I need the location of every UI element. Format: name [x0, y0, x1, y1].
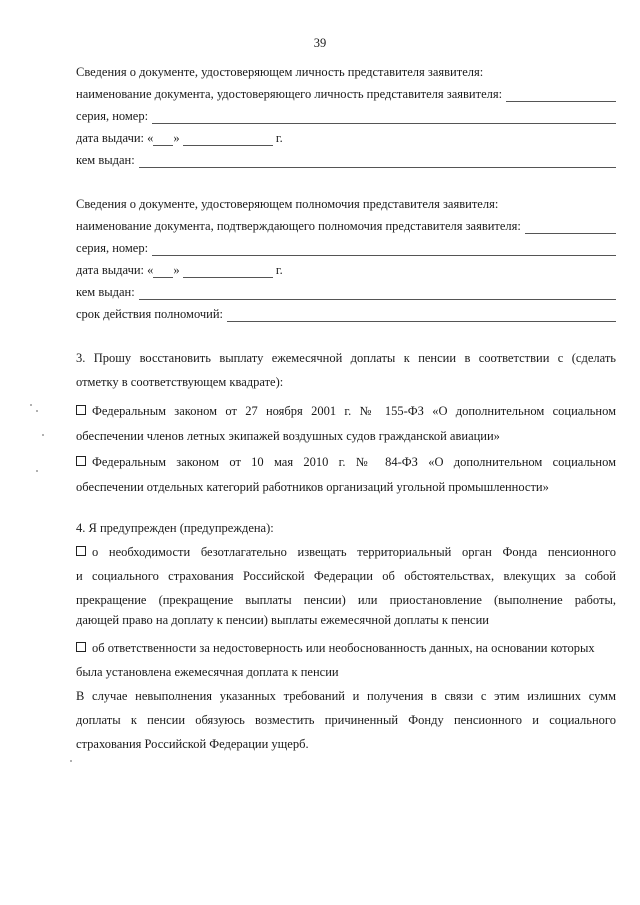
item1-line1: о необходимости безотлагательно извещать территориальный орган Фонда пенсионного — [92, 545, 616, 559]
rep-id-issuer-field[interactable] — [139, 155, 616, 168]
rep-power-issuer-label: кем выдан: — [76, 285, 135, 299]
rep-power-date-suffix: г. — [275, 263, 283, 277]
option-84fz-line1: Федеральным законом от 10 мая 2010 г. № 84-ФЗ «О дополнительном социальном — [92, 455, 616, 469]
closing-line1: В случае невыполнения указанных требований и получения в связи с этим излишних сумм — [76, 689, 616, 703]
rep-id-issuer-label: кем выдан: — [76, 153, 135, 167]
rep-id-date-prefix: дата выдачи: « — [76, 131, 154, 145]
rep-id-series-field[interactable] — [152, 111, 616, 124]
rep-id-date-row — [76, 130, 616, 146]
rep-power-series-row — [76, 240, 616, 256]
rep-power-heading: Сведения о документе, удостоверяющем полномочия представителя заявителя: — [76, 197, 499, 211]
rep-power-name-field[interactable] — [525, 221, 616, 234]
rep-id-series-row — [76, 108, 616, 124]
option-84fz-line2: обеспечении отдельных категорий работников организаций угольной промышленности» — [76, 480, 549, 494]
item1-line4: дающей право на доплату к пенсии) выплаты ежемесячной доплаты к пенсии — [76, 613, 489, 627]
item1-line2: и социального страхования Российской Федерации об обстоятельствах, влекущих за собой — [76, 569, 616, 583]
scan-speck — [36, 410, 38, 412]
option-155fz-line2: обеспечении членов летных экипажей воздушных судов гражданской авиации» — [76, 429, 500, 443]
rep-power-issuer-row — [76, 284, 616, 300]
rep-power-date-row — [76, 262, 616, 278]
section4-item2 — [76, 640, 616, 656]
page-number: 39 — [313, 36, 327, 50]
rep-power-issuer-field[interactable] — [139, 287, 616, 300]
rep-id-name-row — [76, 86, 616, 102]
option-155fz-line1: Федеральным законом от 27 ноября 2001 г. № 155-ФЗ «О дополнительном социальном — [92, 404, 616, 418]
item2-line1: об ответственности за недостоверность или необоснованность данных, на основании которых — [92, 641, 595, 655]
scan-speck — [30, 404, 32, 406]
section4-title: 4. Я предупрежден (предупреждена): — [76, 521, 274, 535]
rep-id-date-mid: » — [173, 131, 180, 145]
rep-id-name-field[interactable] — [506, 89, 616, 102]
checkbox-84fz[interactable] — [76, 456, 86, 466]
closing-line2: доплаты к пенсии обязуюсь возместить причиненный Фонду пенсионного и социального — [76, 713, 616, 727]
section3-line2: отметку в соответствующем квадрате): — [76, 375, 284, 389]
rep-power-name-label: наименование документа, подтверждающего полномочия представителя заявителя: — [76, 219, 521, 233]
rep-id-date-day-field[interactable] — [153, 133, 173, 146]
rep-id-name-label: наименование документа, удостоверяющего личность представителя заявителя: — [76, 87, 503, 101]
checkbox-responsibility[interactable] — [76, 642, 86, 652]
rep-power-series-label: серия, номер: — [76, 241, 149, 255]
item1-line3: прекращение (прекращение выплаты пенсии) или приостановление (выполнение работы, — [76, 593, 616, 607]
rep-power-name-row — [76, 218, 616, 234]
section4-item1 — [76, 544, 616, 560]
rep-power-validity-label: срок действия полномочий: — [76, 307, 224, 321]
rep-power-validity-row — [76, 306, 616, 322]
rep-id-heading: Сведения о документе, удостоверяющем личность представителя заявителя: — [76, 65, 484, 79]
rep-power-date-prefix: дата выдачи: « — [76, 263, 154, 277]
rep-power-series-field[interactable] — [152, 243, 616, 256]
item2-line2: была установлена ежемесячная доплата к пенсии — [76, 665, 339, 679]
rep-power-date-day-field[interactable] — [153, 265, 173, 278]
scan-speck — [70, 760, 72, 762]
rep-power-date-mid: » — [173, 263, 180, 277]
rep-id-date-month-field[interactable] — [183, 133, 273, 146]
scan-speck — [42, 434, 44, 436]
scan-speck — [36, 470, 38, 472]
checkbox-155fz[interactable] — [76, 405, 86, 415]
checkbox-notify-obligation[interactable] — [76, 546, 86, 556]
rep-power-validity-field[interactable] — [227, 309, 616, 322]
section3-option-84fz — [76, 454, 616, 470]
rep-id-series-label: серия, номер: — [76, 109, 149, 123]
section3-line1: 3. Прошу восстановить выплату ежемесячной доплаты к пенсии в соответствии с (сделать — [76, 351, 616, 365]
section3-option-155fz — [76, 403, 616, 419]
rep-id-issuer-row — [76, 152, 616, 168]
rep-id-date-suffix: г. — [275, 131, 283, 145]
closing-line3: страхования Российской Федерации ущерб. — [76, 737, 309, 751]
rep-power-date-month-field[interactable] — [183, 265, 273, 278]
